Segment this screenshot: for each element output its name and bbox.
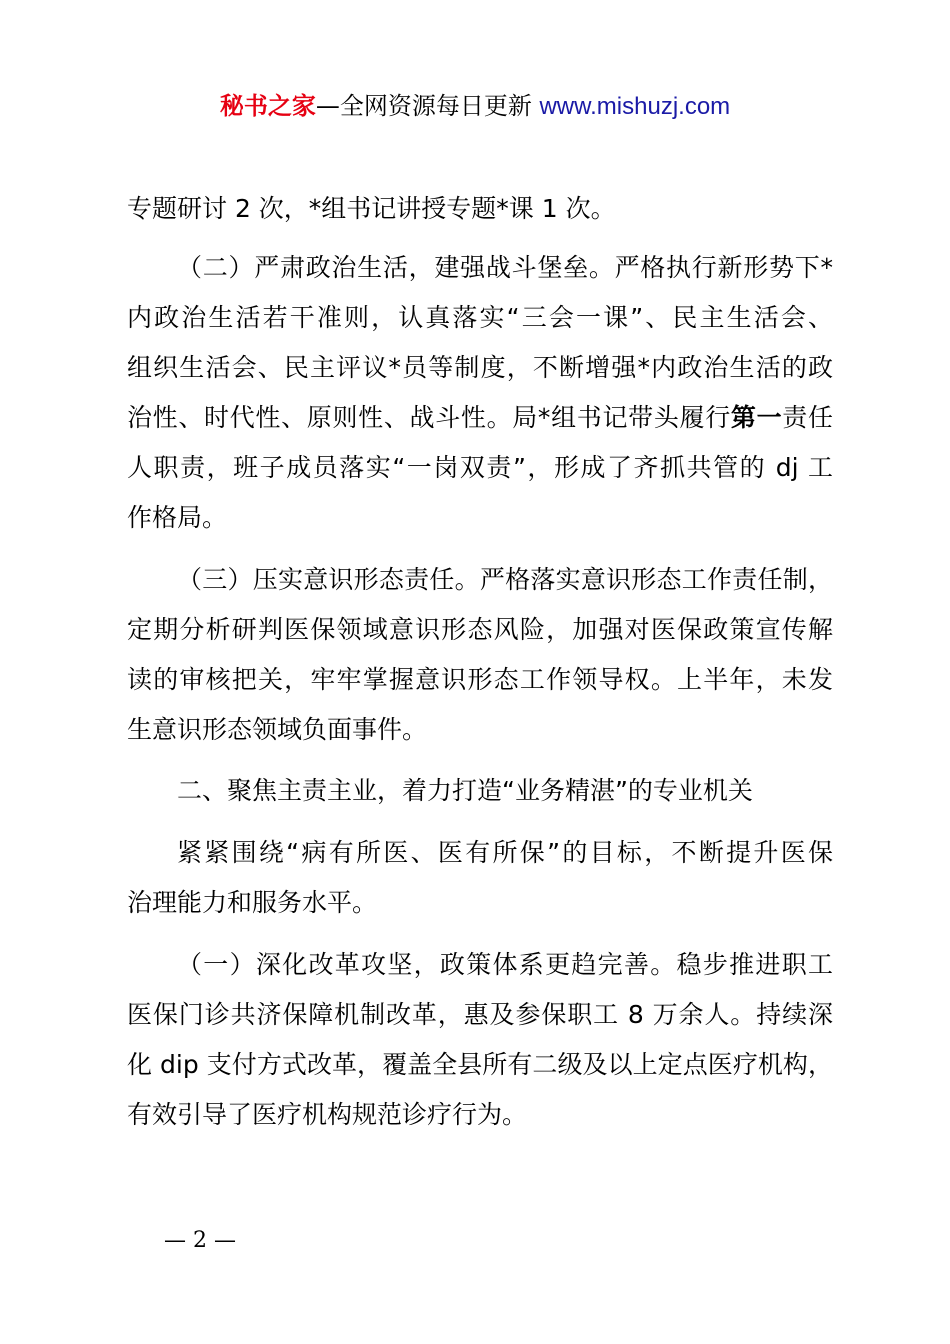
body-line: 紧紧围绕“病有所医、医有所保”的目标，不断提升医保	[177, 838, 833, 867]
section-heading-line: （二）严肃政治生活，建强战斗堡垒。严格执行新形势下*	[177, 253, 833, 282]
body-line: 组织生活会、民主评议*员等制度，不断增强*内政治生活的政	[127, 353, 833, 382]
brand-name: 秘书之家	[219, 92, 316, 120]
bold-text: 第一	[730, 403, 783, 432]
banner-tagline: —全网资源每日更新	[315, 92, 540, 120]
section-heading-line: （一）深化改革攻坚，政策体系更趋完善。稳步推进职工	[177, 950, 833, 979]
body-line: 医保门诊共济保障机制改革，惠及参保职工 8 万余人。持续深	[127, 1000, 833, 1029]
body-line: 有效引导了医疗机构规范诊疗行为。	[127, 1100, 528, 1129]
body-line: 治理能力和服务水平。	[127, 888, 378, 917]
body-line: 化 dip 支付方式改革，覆盖全县所有二级及以上定点医疗机构，	[127, 1050, 833, 1079]
body-line	[127, 398, 833, 438]
page-number: — 2 —	[164, 1228, 236, 1253]
body-line: 定期分析研判医保领域意识形态风险，加强对医保政策宣传解	[127, 615, 833, 644]
chapter-heading: 二、聚焦主责主业，着力打造“业务精湛”的专业机关	[177, 776, 753, 805]
body-line: 人职责，班子成员落实“一岗双责”，形成了齐抓共管的 dj 工	[127, 453, 833, 482]
body-line: 生意识形态领域负面事件。	[127, 715, 428, 744]
body-line: 作格局。	[127, 503, 228, 532]
section-heading-line: （三）压实意识形态责任。严格落实意识形态工作责任制，	[177, 565, 833, 594]
body-line: 读的审核把关，牢牢掌握意识形态工作领导权。上半年，未发	[127, 665, 833, 694]
body-line: 内政治生活若干准则，认真落实“三会一课”、民主生活会、	[127, 303, 833, 332]
body-text: 责任	[782, 403, 833, 432]
body-line: 专题研讨 2 次，*组书记讲授专题*课 1 次。	[127, 194, 616, 223]
site-url: www.mishuzj.com	[539, 93, 731, 120]
body-text: 治性、时代性、原则性、战斗性。局*组书记带头履行	[127, 403, 731, 432]
